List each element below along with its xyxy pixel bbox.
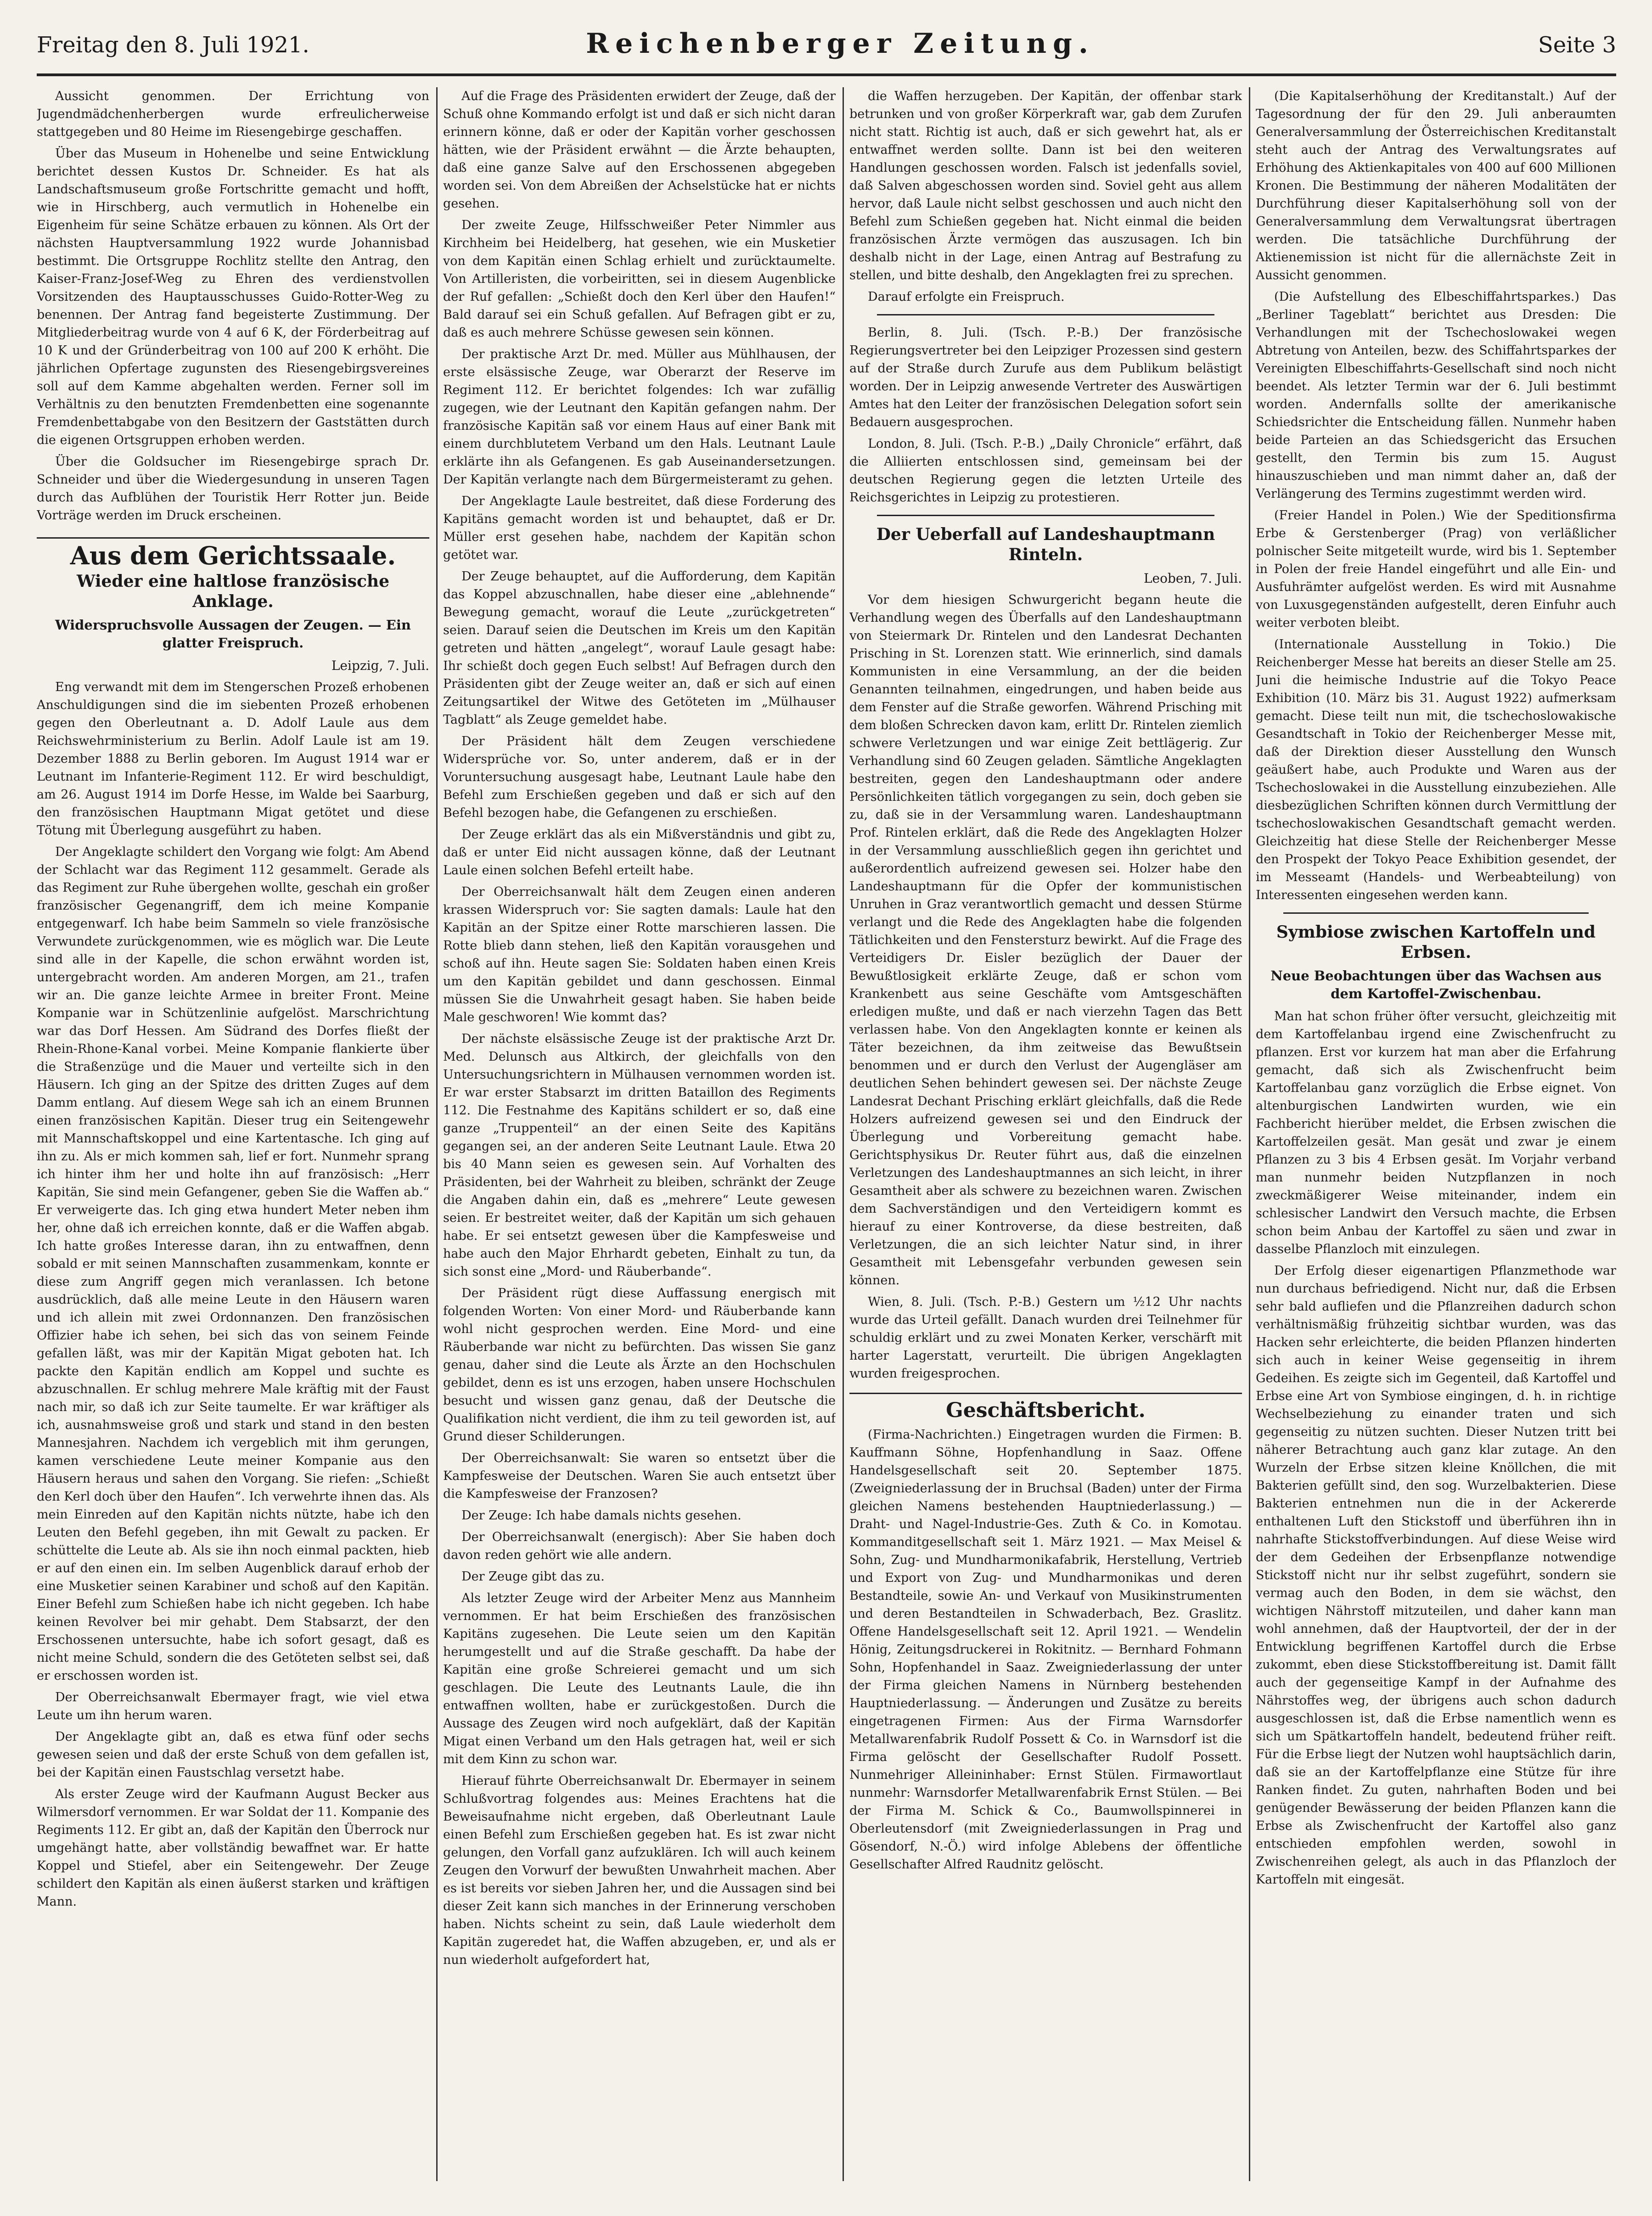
article-paragraph: Der Oberreichsanwalt hält dem Zeugen einen anderen krassen Widerspruch vor: Sie sagten damals: Laule hat den Kapitän an der Spitze einer Rotte marschieren lassen. Die Rotte blieb dann stehen, ließ den Kapitän vorausgehen und schoß auf ihn. Heute sagen Sie: Soldaten haben einen Kreis um den Kapitän gebildet und dann geschossen. Einmal müssen Sie die Unwahrheit gesagt haben. Sie haben beide Male geschworen! Wie kommt das?	[443, 885, 836, 1024]
column-1	[37, 87, 429, 2181]
article-paragraph: Der Zeuge behauptet, auf die Aufforderung, dem Kapitän das Koppel abzuschnallen, habe dieser eine „ablehnende“ Bewegung gemacht, worauf die Leute „zurückgetreten“ seien. Darauf seien die Deutschen im Kreis um den Kapitän getreten und hätten „angelegt“, worauf Laule gesagt habe: Ihr schießt doch gegen Euch selbst! Auf Befragen durch den Präsidenten gibt der Zeuge weiter an, daß er sich auf einen Zeitungsartikel der Witwe des Getöteten im „Mülhauser Tagblatt“ als Zeuge gemeldet habe.	[443, 569, 836, 727]
article-paragraph: Der Oberreichsanwalt (energisch): Aber Sie haben doch davon reden gehört wie alle andern.	[443, 1530, 836, 1562]
article-paragraph: (Die Aufstellung des Elbeschiffahrtsparkes.) Das „Berliner Tageblatt“ berichtet aus Dresden: Die Verhandlungen mit der Tschechoslowakei wegen Abtretung von Anteilen, bezw. des Schiffahrtsparkes der Vereinigten Elbeschiffahrts-Gesellschaft sind noch nicht beendet. Als letzter Termin war der 6. Juli bestimmt worden. Andernfalls sollte der amerikanische Schiedsrichter die Entscheidung fällen. Nunmehr haben beide Parteien an das Schiedsgericht das Ersuchen gestellt, den Termin bis zum 15. August hinauszuschieben und man nimmt daher an, daß der Verlängerung des Termins zugestimmt werden wird.	[1256, 290, 1616, 501]
article-paragraph: Berlin, 8. Juli. (Tsch. P.-B.) Der französische Regierungsvertreter bei den Leipziger Prozessen sind gestern auf der Straße durch Zurufe aus dem Publikum belästigt worden. Der in Leipzig anwesende Vertreter des Auswärtigen Amtes hat den Leiter der französischen Delegation sofort sein Bedauern ausgesprochen.	[849, 326, 1242, 429]
section-title: Aus dem Gerichtssaale.	[37, 537, 429, 565]
section-title: Geschäftsbericht.	[849, 1393, 1242, 1419]
divider	[877, 314, 1214, 315]
newspaper-page	[37, 18, 1616, 2195]
divider	[877, 515, 1214, 516]
article-paragraph: Der Oberreichsanwalt Ebermayer fragt, wie viel etwa Leute um ihn herum waren.	[37, 1690, 429, 1722]
article-headline: Symbiose zwischen Kartoffeln und Erbsen.	[1276, 922, 1596, 962]
article-dateline: Leipzig, 7. Juli.	[331, 658, 429, 673]
article-paragraph: Der Angeklagte Laule bestreitet, daß diese Forderung des Kapitäns gemacht worden ist und behauptet, daß er Dr. Müller erst gesehen habe, nachdem der Kapitän schon getötet war.	[443, 494, 836, 562]
article-paragraph: Der Erfolg dieser eigenartigen Pflanzmethode war nun durchaus befriedigend. Nicht nur, daß die Erbsen sehr bald aufliefen und die Pflanzreihen dadurch schon verhältnismäßig frühzeitig sichtbar wurden, was das Hacken sehr erleichterte, die beiden Pflanzen hinderten sich auch in keiner Weise gegenseitig in ihrem Gedeihen. Es zeigte sich im Gegenteil, daß Kartoffel und Erbse eine Art von Symbiose eingingen, d. h. in richtige Wechselbeziehung zu einander traten und sich gegenseitig zu nützen suchten. Dieser Nutzen tritt bei näherer Betrachtung auch ganz klar zutage. An den Wurzeln der Erbse sitzen kleine Knöllchen, die mit Bakterien gefüllt sind, den sog. Wurzelbakterien. Diese Bakterien entnehmen nun die in der Ackererde enthaltenen Luft den Stickstoff und überführen ihn in nahrhafte Stickstoffverbindungen. Auf diese Weise wird der dem Gedeihen der Erbsenpflanze notwendige Stickstoff nicht nur ihr selbst zugeführt, sondern sie vermag auch den Boden, in dem sie wächst, den wichtigen Nährstoff mitzuteilen, und daher kann man wohl annehmen, daß der Hauptvorteil, der der in der Entwicklung begriffenen Kartoffel durch die Erbse zukommt, eben diese Stickstoffbereitung ist. Damit fällt auch der gegenseitige Kampf in der Aufnahme des Nährstoffes weg, der übrigens auch schon dadurch ausgeschlossen ist, daß die Erbse namentlich wenn es sich um Spätkartoffeln handelt, bedeutend früher reift. Für die Erbse liegt der Nutzen wohl hauptsächlich darin, daß sie an der Kartoffelpflanze eine Stütze für ihre Ranken findet. Zu guten, nahrhaften Boden und bei genügender Bewässerung der beiden Pflanzen kann die Erbse als Zwischenfrucht der Kartoffel also ganz entschieden empfohlen werden, sowohl in Zwischenreihen gelegt, als auch in das Pflanzloch der Kartoffeln mit eingesät.	[1256, 1264, 1616, 1887]
article-paragraph: Der Präsident hält dem Zeugen verschiedene Widersprüche vor. So, unter anderem, daß er in der Voruntersuchung ausgesagt habe, Leutnant Laule habe den Befehl zum Erschießen gegeben und daß er sich auf den Befehl bezogen habe, die Gefangenen zu erschießen.	[443, 734, 836, 820]
column-rule	[1249, 87, 1250, 2181]
article-paragraph: (Firma-Nachrichten.) Eingetragen wurden die Firmen: B. Kauffmann Söhne, Hopfenhandlung in Saaz. Offene Handelsgesellschaft seit 20. September 1875. (Zweigniederlassung der in Bruchsal (Baden) unter der Firma gleichen Namens bestehenden Hauptniederlassung.) — Draht- und Nagel-Industrie-Ges. Zuth & Co. in Komotau. Kommanditgesellschaft seit 1. März 1921. — Max Meisel & Sohn, Zug- und Mundharmonikafabrik, Herstellung, Vertrieb und Export von Zug- und Mundharmonikas und deren Bestandteile, sowie An- und Verkauf von Musikinstrumenten und deren Bestandteilen in Schwaderbach, Bez. Graslitz. Offene Handelsgesellschaft seit 12. April 1921. — Wendelin Hönig, Zeitungsdruckerei in Rokitnitz. — Bernhard Fohmann Sohn, Hopfenhandel in Saaz. Zweigniederlassung der unter der Firma gleichen Namens in Nürnberg bestehenden Hauptniederlassung. — Änderungen und Zusätze zu bereits eingetragenen Firmen: Aus der Firma Warnsdorfer Metallwarenfabrik Rudolf Possett & Co. in Warnsdorf ist die Firma gelöscht der Gesellschafter Rudolf Possett. Nunmehriger Alleininhaber: Ernst Stülen. Firmawortlaut nunmehr: Warnsdorfer Metallwarenfabrik Ernst Stülen. — Bei der Firma M. Schick & Co., Baumwollspinnerei in Oberleutensdorf (mit Zweigniederlassungen in Prag und Gösendorf, N.-Ö.) wird infolge Ablebens der öffentliche Gesellschafter Alfred Raudnitz gelöscht.	[849, 1428, 1242, 1872]
article-dateline: Leoben, 7. Juli.	[1143, 571, 1242, 586]
article-paragraph: Der Angeklagte gibt an, daß es etwa fünf oder sechs gewesen seien und daß der erste Schuß von dem gefallen ist, bei der Kapitän einen Faustschlag versetzt habe.	[37, 1730, 429, 1780]
article-paragraph: Der Oberreichsanwalt: Sie waren so entsetzt über die Kampfesweise der Deutschen. Waren Sie auch entsetzt über die Kampfesweise der Franzosen?	[443, 1451, 836, 1501]
article-subhead: Neue Beobachtungen über das Wachsen aus dem Kartoffel-Zwischenbau.	[1270, 968, 1601, 1001]
article-subhead: Widerspruchsvolle Aussagen der Zeugen. — Ein glatter Freispruch.	[55, 617, 411, 651]
article-paragraph: Auf die Frage des Präsidenten erwidert der Zeuge, daß der Schuß ohne Kommando erfolgt ist und daß er sich nicht daran erinnern könne, daß er oder der Kapitän vorher geschossen hätten, wie der Präsident erwähnt — die Ärzte behaupten, daß eine ganze Salve auf den Erschossenen abgegeben worden sei. Von dem Abreißen der Achselstücke hat er nichts gesehen.	[443, 89, 836, 211]
column-rule	[436, 87, 438, 2181]
issue-date: Freitag den 8. Juli 1921.	[37, 32, 309, 58]
page-number: Seite 3	[1538, 32, 1616, 58]
article-paragraph: Über das Museum in Hohenelbe und seine Entwicklung berichtet dessen Kustos Dr. Schneider. Es hat als Landschaftsmuseum große Fortschritte gemacht und hofft, wie in Hirschberg, auch vermutlich in Hohenelbe ein Eigenheim für seine Schätze erbauen zu können. Als Ort der nächsten Hauptversammlung 1922 wurde Johannisbad bestimmt. Die Ortsgruppe Rochlitz stellte den Antrag, den Kaiser-Franz-Josef-Weg zu Ehren des verdienstvollen Vorsitzenden des Hauptausschusses Guido-Rotter-Weg zu benennen. Der Antrag fand begeisterte Zustimmung. Der Mitgliederbeitrag wurde von 4 auf 6 K, der Förderbeitrag auf 10 K und der Gründerbeitrag von 100 auf 200 K erhöht. Die jährlichen Opfertage zugunsten des Riesengebirgsvereines soll auf dem Kamme abgehalten werden. Ferner soll im Verhältnis zu den benutzten Fremdenbetten eine sogenannte Fremdenbettabgabe von den Besitzern der Gaststätten durch die eigenen Ortsgruppen erhoben werden.	[37, 146, 429, 447]
article-paragraph: (Internationale Ausstellung in Tokio.) Die Reichenberger Messe hat bereits an dieser Stelle am 25. Juni die heimische Industrie auf die Tokyo Peace Exhibition (10. März bis 31. August 1922) aufmerksam gemacht. Diese teilt nun mit, die tschechoslowakische Gesandtschaft in Tokio der Reichenberger Messe mit, daß der Direktion dieser Ausstellung den Wunsch geäußert habe, auch Produkte und Waren aus der Tschechoslowakei in die Ausstellung einzubeziehen. Alle diesbezüglichen Schriften können durch Vermittlung der tschechoslowakischen Gesandtschaft gemacht werden. Gleichzeitig hat diese Stelle der Reichenberger Messe den Prospekt der Tokyo Peace Exhibition gesendet, der im Messeamt (Handels- und Werbeabteilung) von Interessenten eingesehen werden kann.	[1256, 637, 1616, 902]
divider	[1283, 912, 1589, 914]
article-headline: Wieder eine haltlose französische Anklage.	[77, 572, 389, 611]
article-paragraph: Der praktische Arzt Dr. med. Müller aus Mühlhausen, der erste elsässische Zeuge, war Oberarzt der Reserve im Regiment 112. Er berichtet folgendes: Ich war zufällig zugegen, wie der Leutnant den Kapitän gefangen nahm. Der französische Kapitän saß vor einem Haus auf einer Bank mit einem durchblutetem Verband um den Hals. Leutnant Laule erklärte ihn als Gefangenen. Es gab Auseinandersetzungen. Der Kapitän verlangte nach dem Bürgermeisteramt zu gehen.	[443, 347, 836, 487]
article-paragraph: London, 8. Juli. (Tsch. P.-B.) „Daily Chronicle“ erfährt, daß die Alliierten entschlossen sind, gemeinsam bei der deutschen Regierung gegen die letzten Urteile des Reichsgerichtes in Leipzig zu protestieren.	[849, 437, 1242, 505]
article-headline: Der Ueberfall auf Landeshauptmann Rinteln.	[876, 525, 1215, 564]
article-paragraph: Der Zeuge: Ich habe damals nichts gesehen.	[461, 1508, 742, 1523]
column-4	[1256, 87, 1616, 2181]
masthead	[37, 18, 1616, 76]
article-paragraph: Der Angeklagte schildert den Vorgang wie folgt: Am Abend der Schlacht war das Regiment 112 gesammelt. Gerade als das Regiment zur Ruhe übergehen wollte, geschah ein großer französischer Gegenangriff, dem ich meine Kompanie entgegenwarf. Ich habe beim Sammeln so viele französische Verwundete zurückgenommen, wie es möglich war. Die Leute sind alle in der Kapelle, die schon erwähnt worden ist, untergebracht worden. Am anderen Morgen, am 21., trafen wir an. Die ganze leichte Armee in breiter Front. Meine Kompanie war in Schützenlinie aufgelöst. Marschrichtung war das Dorf Hessen. Am Südrand des Dorfes fließt der Rhein-Rhone-Kanal vorbei. Meine Kompanie flankierte über die Straßenzüge und die Mauer und verteilte sich in den Häusern. Ich ging an der Spitze des dritten Zuges auf dem Damm entlang. Auf diesem Wege sah ich an einem Brunnen einen französischen Kapitän. Dieser trug ein Seitengewehr mit Mannschaftskoppel und eine Kartentasche. Ich ging auf ihn zu. Als er mich kommen sah, lief er fort. Nunmehr sprang ich hinter ihm her und holte ihn auf französisch: „Herr Kapitän, Sie sind mein Gefangener, geben Sie die Waffen ab.“ Er verweigerte das. Ich ging etwa hundert Meter neben ihm her, ohne daß ich erreichen konnte, daß er die Waffen abgab. Ich hatte großes Interesse daran, ihn zu entwaffnen, denn sobald er mit seinen Mannschaften zusammenkam, konnte er diese zum Angriff gegen mich veranlassen. Ich betone ausdrücklich, daß alle meine Leute in den Häusern waren und ich allein mit zwei Ordonnanzen. Den französischen Offizier habe ich sehen, bei sich das von seinem Feinde gefallen läßt, was mir der Kapitän Migat geboten hat. Ich packte den Kapitän endlich am Koppel und suchte es abzuschnallen. Er schlug mehrere Male kräftig mit der Faust nach mir, so daß ich zur Seite taumelte. Er war kräftiger als ich, ausnahmsweise groß und stark und stand in den besten Mannesjahren. Nachdem ich vergeblich mit ihm gerungen, kamen verschiedene Leute meiner Kompanie aus den Häusern heraus und sahen den Vorgang. Sie riefen: „Schießt den Kerl doch über den Haufen“. Ich verwehrte ihnen das. Als mein Einreden auf den Kapitän nichts nützte, habe ich den Leuten den Befehl gegeben, ihn mit Gewalt zu packen. Er schüttelte die Leute ab. Als sie ihn noch einmal packten, hieb er auf den einen ein. Im selben Augenblick darauf erhob der eine Musketier seinen Karabiner und schoß auf den Kapitän. Einer Befehl zum Schießen habe ich nicht gegeben. Ich habe keinen Revolver bei mir gehabt. Dem Stabsarzt, der den Erschossenen untersuchte, habe ich sofort gesagt, daß es nicht meine Schuld, sondern die des Getöteten selbst sei, daß er erschossen worden ist.	[37, 845, 429, 1683]
article-paragraph: (Freier Handel in Polen.) Wie der Speditionsfirma Erbe & Gerstenberger (Prag) von verläßlicher polnischer Seite mitgeteilt wurde, wird bis 1. September in Polen der freie Handel eingeführt und alle Ein- und Ausfuhrämter aufgelöst werden. Es wird mit Ausnahme von Luxusgegenständen aufgestellt, deren Einfuhr auch weiter verboten bleibt.	[1256, 508, 1616, 630]
article-paragraph: die Waffen herzugeben. Der Kapitän, der offenbar stark betrunken und von großer Körperkraft war, gab dem Zurufen nicht statt. Richtig ist auch, daß er sich gewehrt hat, als er entwaffnet werden sollte. Dann ist bei den weiteren Handlungen geschossen worden. Falsch ist jedenfalls soviel, daß Salven abgeschossen worden sind. Soviel geht aus allem hervor, daß Laule nicht selbst geschossen und auch nicht den Befehl zum Schießen gegeben hat. Nicht einmal die beiden französischen Ärzte vermögen das auszusagen. Ich bin deshalb nicht in der Lage, einen Antrag auf Bestrafung zu stellen, und bitte deshalb, den Angeklagten frei zu sprechen.	[849, 89, 1242, 282]
article-paragraph: (Die Kapitalserhöhung der Kreditanstalt.) Auf der Tagesordnung der für den 29. Juli anberaumten Generalversammlung der Österreichischen Kreditanstalt steht auch der Antrag des Verwaltungsrates auf Erhöhung des Aktienkapitales von 400 auf 600 Millionen Kronen. Die Bestimmung der näheren Modalitäten der Durchführung dieser Kapitalserhöhung soll von der Generalversammlung dem Verwaltungsrat übertragen werden. Die tatsächliche Durchführung der Aktienemission ist nicht für die allernächste Zeit in Aussicht genommen.	[1256, 89, 1616, 282]
article-paragraph: Der nächste elsässische Zeuge ist der praktische Arzt Dr. Med. Delunsch aus Altkirch, der gleichfalls von den Untersuchungsrichtern in Mülhausen vernommen worden ist. Er war erster Stabsarzt im dritten Bataillon des Regiments 112. Die Festnahme des Kapitäns schildert er so, daß eine ganze „Truppenteil“ an der einen Seite des Kapitäns gegangen sei, an der anderen Seite Leutnant Laule. Etwa 20 bis 40 Mann seien es gewesen sein. Auf Vorhalten des Präsidenten, bei der Wahrheit zu bleiben, schränkt der Zeuge die Angaben dahin ein, daß es „mehrere“ Leute gewesen seien. Er bestreitet weiter, daß der Kapitän um sich gehauen habe. Er sei entsetzt gewesen über die Kampfesweise und habe auch den Major Ehrhardt gebeten, Einhalt zu tun, da sich sonst eine „Mord- und Räuberbande“.	[443, 1032, 836, 1279]
article-paragraph: Der zweite Zeuge, Hilfsschweißer Peter Nimmler aus Kirchheim bei Heidelberg, hat gesehen, wie ein Musketier von dem Kapitän einen Schlag erhielt und zurücktaumelte. Von Artilleristen, die vorbeiritten, sei in diesem Augenblicke der Ruf gefallen: „Schießt doch den Kerl über den Haufen!“ Bald darauf sei ein Schuß gefallen. Auf Befragen gibt er zu, daß es auch mehrere Schüsse gewesen sein können.	[443, 218, 836, 340]
article-paragraph: Als letzter Zeuge wird der Arbeiter Menz aus Mannheim vernommen. Er hat beim Erschießen des französischen Kapitäns zugesehen. Die Leute seien um den Kapitän herumgestellt und auf die Straße geschafft. Da habe der Kapitän eine große Schreierei gemacht und um sich geschlagen. Die Leute des Leutnants Laule, die ihn entwaffnen wollten, habe er zurückgestoßen. Durch die Aussage des Zeugen wird noch aufgeklärt, daß der Kapitän Migat einen Verband um den Hals getragen hat, weil er sich mit dem Kinn zu schon war.	[443, 1591, 836, 1766]
column-rule	[843, 87, 844, 2181]
article-paragraph: Der Präsident rügt diese Auffassung energisch mit folgenden Worten: Von einer Mord- und Räuberbande kann wohl nicht gesprochen werden. Eine Mord- und eine Räuberbande war nicht zu befürchten. Das wissen Sie ganz genau, daher sind die Leute als Ärzte an den Hochschulen gebildet, denn es ist uns erzogen, haben unsere Hochschulen besucht und wissen ganz genau, daß der Deutsche die Qualifikation nicht verdient, die ihm zu teil geworden ist, auf Grund dieser Schilderungen.	[443, 1286, 836, 1444]
article-paragraph: Aussicht genommen. Der Errichtung von Jugendmädchenherbergen wurde erfreulicherweise stattgegeben und 80 Heime im Riesengebirge geschaffen.	[37, 89, 429, 139]
article-paragraph: Man hat schon früher öfter versucht, gleichzeitig mit dem Kartoffelanbau irgend eine Zwischenfrucht zu pflanzen. Erst vor kurzem hat man aber die Erfahrung gemacht, daß sich als Zwischenfrucht beim Kartoffelanbau ganz vorzüglich die Erbse eignet. Von altenburgischen Landwirten wurden, wie ein Fachbericht hierüber meldet, die Erbsen zwischen die Kartoffelzeilen gesät. Man gesät und zwar je einem Pflanzen zu 3 bis 4 Erbsen gesät. Im Vorjahr verband man nunmehr beiden Nutzpflanzen in noch zweckmäßigerer Weise miteinander, indem ein schlesischer Landwirt den Versuch machte, die Erbsen schon beim Anbau der Kartoffel zu säen und zwar in dasselbe Pflanzloch mit einzulegen.	[1256, 1009, 1616, 1256]
article-paragraph: Darauf erfolgte ein Freispruch.	[868, 290, 1065, 304]
article-paragraph: Hierauf führte Oberreichsanwalt Dr. Ebermayer in seinem Schlußvortrag folgendes aus: Meines Erachtens hat die Beweisaufnahme nicht ergeben, daß Oberleutnant Laule einen Befehl zum Erschießen gegeben hat. Es ist zwar nicht gelungen, den Vorfall ganz aufzuklären. Ich will auch keinem Zeugen den Vorwurf der bewußten Unwahrheit machen. Aber es ist bereits vor sieben Jahren her, und die Aussagen sind bei dieser Zeit kann sich manches in der Erinnerung verschoben haben. Nichts scheint zu sein, daß Laule wiederholt dem Kapitän zugeredet hat, die Waffen abzugeben, er, und als er nun wiederholt aufgefordert hat,	[443, 1774, 836, 1967]
column-2	[443, 87, 836, 2181]
article-paragraph: Als erster Zeuge wird der Kaufmann August Becker aus Wilmersdorf vernommen. Er war Soldat der 11. Kompanie des Regiments 112. Er gibt an, daß der Kapitän den Überrock nur umgehängt hatte, aber vollständig bewaffnet war. Er hatte Koppel und Stiefel, aber ein Seitengewehr. Der Zeuge schildert den Kapitän als einen äußerst starken und kräftigen Mann.	[37, 1787, 429, 1909]
column-3	[849, 87, 1242, 2181]
article-paragraph: Über die Goldsucher im Riesengebirge sprach Dr. Schneider und über die Wiedergesundung in unseren Tagen durch das Aufblühen der Touristik Herr Rotter jun. Beide Vorträge werden im Druck erscheinen.	[37, 455, 429, 523]
article-paragraph: Der Zeuge gibt das zu.	[461, 1569, 605, 1584]
article-paragraph: Eng verwandt mit dem im Stengerschen Prozeß erhobenen Anschuldigungen sind die im siebenten Prozeß erhobenen gegen den Oberleutnant a. D. Adolf Laule aus dem Reichswehrministerium zu Berlin. Adolf Laule ist am 19. Dezember 1888 zu Berlin geboren. Im August 1914 war er Leutnant im Infanterie-Regiment 112. Er wird beschuldigt, am 26. August 1914 im Dorfe Hesse, im Walde bei Saarburg, den französischen Hauptmann Migat getötet und diese Tötung mit Überlegung ausgeführt zu haben.	[37, 680, 429, 838]
article-paragraph: Der Zeuge erklärt das als ein Mißverständnis und gibt zu, daß er unter Eid nicht aussagen könne, daß der Leutnant Laule einen solchen Befehl erteilt habe.	[443, 827, 836, 877]
newspaper-title: Reichenberger Zeitung.	[586, 28, 1095, 60]
article-paragraph: Vor dem hiesigen Schwurgericht begann heute die Verhandlung wegen des Überfalls auf den Landeshauptmann von Steiermark Dr. Rintelen und den Landesrat Dechanten Prisching in St. Lorenzen statt. Wie erinnerlich, sind damals Kommunisten in eine Versammlung, an der die beiden Genannten teilnahmen, eingedrungen, und haben beide aus dem Fenster auf die Straße geworfen. Während Prisching mit dem bloßen Schrecken davon kam, erlitt Dr. Rintelen ziemlich schwere Verletzungen und war einige Zeit bettlägerig. Zur Verhandlung sind 60 Zeugen geladen. Sämtliche Angeklagten bestreiten, gegen den Landeshauptmann oder andere Persönlichkeiten tätlich vorgegangen zu sein, doch geben sie zu, daß sie in der Versammlung waren. Landeshauptmann Prof. Rintelen erklärt, daß die Rede des Angeklagten Holzer in der Versammlung ausschließlich gegen ihn gerichtet und außerordentlich aufreizend gewesen sei. Holzer habe den Landeshauptmann für die Opfer der kommunistischen Unruhen in Graz verantwortlich gemacht und dessen Stürme verlangt und die Rede des Angeklagten habe die folgenden Tätlichkeiten und den Fenstersturz bewirkt. Auf die Frage des Verteidigers Dr. Eisler bezüglich der Dauer der Bewußtlosigkeit erklärte Zeuge, daß er schon vom Krankenbett aus seine Geschäfte vom Amtsgeschäften erledigen mußte, und daß er nach vierzehn Tagen das Bett verlassen habe. Von den Angeklagten konnte er keinen als Täter bezeichnen, da ihm zeitweise das Bewußtsein benommen und er durch den Verlust der Augengläser am deutlichen Sehen behindert gewesen sei. Der nächste Zeuge Landesrat Dechant Prisching erklärt gleichfalls, daß die Rede Holzers aufreizend gewesen sei und den Eindruck der Überlegung und Vorbereitung gemacht habe. Gerichtsphysikus Dr. Reuter führt aus, daß die einzelnen Verletzungen des Landeshauptmannes an sich leicht, in ihrer Gesamtheit aber als schwere zu bezeichnen waren. Zwischen dem Sachverständigen und den Verteidigern kommt es hierauf zu einer Kontroverse, da diese bestreiten, daß Verletzungen, die an sich leichter Natur sind, in ihrer Gesamtheit mit Lebensgefahr verbunden gewesen sein können.	[849, 593, 1242, 1288]
article-paragraph: Wien, 8. Juli. (Tsch. P.-B.) Gestern um ½12 Uhr nachts wurde das Urteil gefällt. Danach wurden drei Teilnehmer für schuldig erklärt und zu zwei Monaten Kerker, verschärft mit harter Lagerstatt, verurteilt. Die übrigen Angeklagten wurden freigesprochen.	[849, 1295, 1242, 1381]
